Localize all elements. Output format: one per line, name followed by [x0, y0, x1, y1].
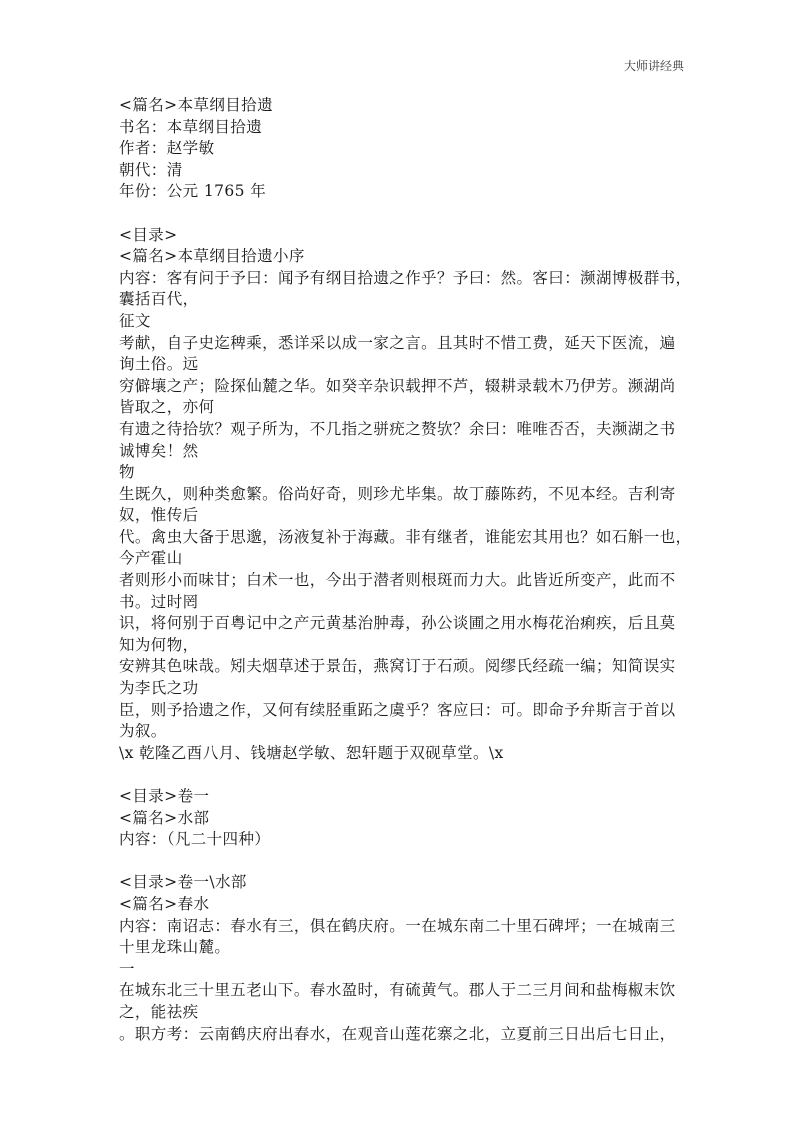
text-line: \x 乾隆乙酉八月、钱塘赵学敏、恕轩题于双砚草堂。\x — [119, 743, 504, 762]
text-line: 考献，自子史迄稗乘，悉详采以成一家之言。且其时不惜工费，延天下医流，遍 — [119, 333, 676, 352]
text-line: 者则形小而味甘；白术一也，今出于潜者则根斑而力大。此皆近所变产，此而不 — [119, 571, 676, 590]
text-line: 为李氏之功 — [119, 679, 199, 698]
text-line: 皆取之，亦何 — [119, 398, 215, 417]
text-line: 内容：客有问于予曰：闻予有纲目拾遗之作乎？予曰：然。客曰：濒湖博极群书， — [119, 268, 692, 287]
text-line: <目录>卷一\水部 — [119, 873, 247, 892]
text-line: 物 — [119, 463, 135, 482]
text-line: <篇名>春水 — [119, 894, 210, 913]
spring-water-block — [119, 872, 689, 1045]
preface-block — [119, 225, 692, 765]
document-body — [119, 95, 692, 1045]
spacer — [119, 203, 689, 225]
text-line: 为叙。 — [119, 722, 167, 741]
text-line: 臣，则予拾遗之作，又何有续胫重跖之虞乎？客应曰：可。即命予弁斯言于首以 — [119, 700, 676, 719]
text-line: 作者：赵学敏 — [119, 139, 215, 158]
text-line: 诚博矣！然 — [119, 441, 199, 460]
text-line: 书名：本草纲目拾遗 — [119, 117, 263, 136]
text-line: 征文 — [119, 311, 151, 330]
text-line: 在城东北三十里五老山下。春水盈时，有硫黄气。郡人于二三月间和盐梅椒末饮 — [119, 981, 676, 1000]
page-header: 大师讲经典 — [623, 59, 684, 73]
spacer — [119, 764, 689, 786]
text-line: 知为何物， — [119, 635, 199, 654]
text-line: 内容：（凡二十四种） — [119, 830, 271, 849]
text-line: <目录>卷一 — [119, 787, 210, 805]
text-line: 今产霍山 — [119, 549, 183, 568]
book-info-block — [119, 95, 689, 203]
spacer — [119, 851, 689, 873]
text-line: 内容：南诏志：春水有三，俱在鹤庆府。一在城东南二十里石碑坪；一在城南三 — [119, 916, 676, 935]
text-line: 穷僻壤之产；险探仙麓之华。如癸辛杂识载押不芦，辍耕录载木乃伊芳。濒湖尚 — [119, 376, 676, 395]
text-line: 书。过时罔 — [119, 592, 199, 611]
text-line: 十里龙珠山麓。 — [119, 938, 231, 957]
text-line: 生既久，则种类愈繁。俗尚好奇，则珍尤毕集。故丁藤陈药，不见本经。吉利寄 — [119, 484, 676, 503]
text-line: 之，能祛疾 — [119, 1002, 199, 1021]
text-line: 询土俗。远 — [119, 355, 199, 374]
text-line: 识，将何别于百粤记中之产元黄基治肿毒，孙公谈圃之用水梅花治痢疾，后且莫 — [119, 614, 676, 633]
text-line: 年份：公元 1765 年 — [119, 182, 267, 201]
text-line: <篇名>水部 — [119, 808, 210, 827]
text-line: 囊括百代， — [119, 290, 199, 309]
text-line: 代。禽虫大备于思邈，汤液复补于海藏。非有继者，谁能宏其用也？如石斛一也， — [119, 527, 692, 546]
volume-one-block — [119, 786, 689, 851]
text-line: <篇名>本草纲目拾遗 — [119, 96, 273, 114]
text-line: 朝代：清 — [119, 160, 183, 179]
text-line: <篇名>本草纲目拾遗小序 — [119, 247, 305, 266]
text-line: 。职方考：云南鹤庆府出春水，在观音山莲花寨之北，立夏前三日出后七日止， — [119, 1024, 676, 1043]
text-line: 一 — [119, 959, 135, 978]
text-line: <目录> — [119, 225, 178, 244]
text-line: 安辨其色味哉。矧夫烟草述于景缶，燕窝订于石顽。阅缪氏经疏一编；知简误实 — [119, 657, 676, 676]
text-line: 奴，惟传后 — [119, 506, 199, 525]
text-line: 有遗之待拾欤？观子所为，不几指之骈疣之赘欤？余曰：唯唯否否，夫濒湖之书 — [119, 419, 676, 438]
